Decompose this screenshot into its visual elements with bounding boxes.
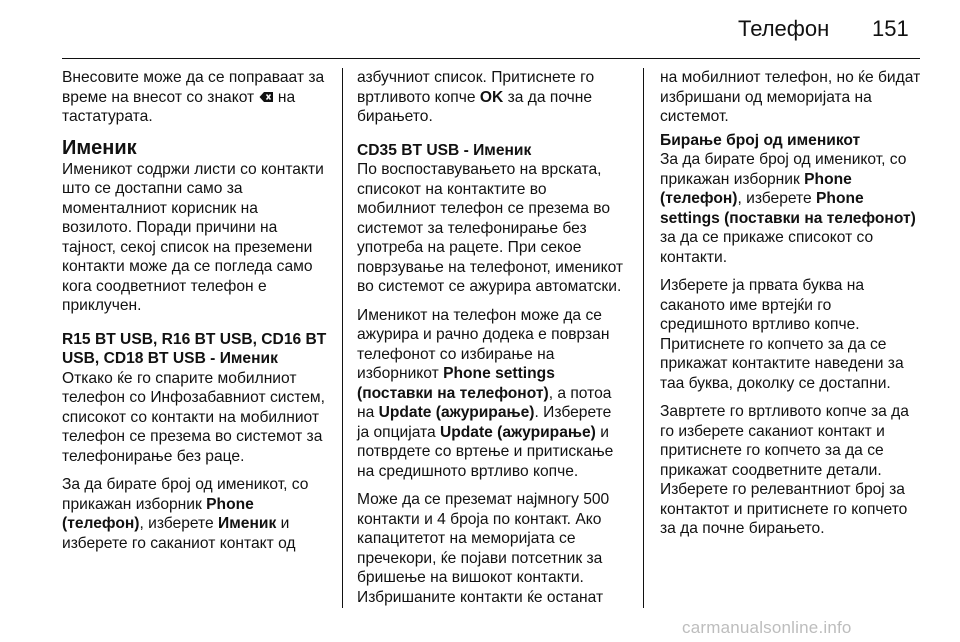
paragraph-select-letter: Изберете ја првата буква на саканото име вртејќи го средишното вртливо копче. Притиснете го копчето за да се прикажат контактите наведени за таа буква, доколку се достапни. bbox=[660, 277, 904, 392]
page-header bbox=[0, 0, 960, 62]
paragraph-manual-update: Именикот на телефон може да се ажурира и рачно додека е поврзан телефонот со избирање на изборникот Phone settings (поставки на телефонот), а потоа на Update (ажурирање). Изберете ја опцијата Update (ажурирање) и потврдете со вртење и притискање на средишното вртливо копче. bbox=[357, 306, 614, 480]
page-title: Телефон bbox=[738, 16, 830, 41]
header-divider bbox=[62, 58, 920, 59]
page-number: 151 bbox=[872, 16, 909, 41]
paragraph-alphabetical-list: азбучниот список. Притиснете го вртливото копче OK за да почне бирањето. bbox=[357, 69, 595, 125]
paragraph-imenik-intro: Именикот содржи листи со контакти што се достапни само за моменталниот корисник на возилото. Поради причини на тајност, секој список на преземени контакти може да се погледа само кога соодветниот телефон е приклучен. bbox=[62, 160, 324, 314]
column-1 bbox=[62, 68, 330, 553]
paragraph-deleted-contacts: на мобилниот телефон, но ќе бидат избришани од меморијата на системот. bbox=[660, 69, 921, 125]
watermark: carmanualsonline.info bbox=[682, 618, 852, 637]
column-2 bbox=[357, 68, 625, 607]
paragraph-capacity: Може да се преземат најмногу 500 контакти и 4 броја по контакт. Ако капацитетот на меморијата се пречекори, ќе појави потсетник за бришење на вишокот контакти. Избришаните контакти ќе останат bbox=[357, 491, 610, 606]
heading-r15-cd18: R15 BT USB, R16 BT USB, CD16 BT USB, CD18 BT USB - Именик bbox=[62, 330, 327, 367]
column-3 bbox=[660, 68, 922, 539]
column-divider-2 bbox=[643, 68, 644, 608]
heading-cd35: CD35 BT USB - Именик bbox=[357, 141, 532, 159]
column-divider-1 bbox=[342, 68, 343, 608]
paragraph-dial-from-contacts: За да бирате број од именикот, со прикажан изборник Phone (телефон), изберете Именик и изберете го саканиот контакт од bbox=[62, 476, 309, 552]
paragraph-select-contact: Завртете го вртливото копче за да го изберете саканиот контакт и притиснете го копчето за да се прикажат соодветните детали. Изберете го релевантниот број за контактот и притиснете го копчето за да почне бирањето. bbox=[660, 403, 909, 537]
paragraph-auto-update: По воспоставувањето на врската, списокот на контактите во мобилниот телефон се презема во системот за телефонирање без употреба на рацете. При секое поврзување на телефонот, именикот во системот се ажурира автоматски. bbox=[357, 161, 624, 295]
paragraph-pairing: Откако ќе го спарите мобилниот телефон со Инфозабавниот систем, списокот со контакти на мобилниот телефон се презема во системот за телефонирање без раце. bbox=[62, 369, 325, 465]
heading-dial-from-contacts: Бирање број од именикот bbox=[660, 131, 861, 149]
heading-imenik: Именик bbox=[62, 136, 137, 159]
paragraph-backspace: Внесовите може да се поправаат за време на внесот со знакот на тастатурата. bbox=[62, 69, 325, 125]
backspace-icon bbox=[259, 91, 274, 103]
paragraph-open-contacts: За да бирате број од именикот, со прикажан изборник Phone (телефон), изберете Phone settings (поставки на телефонот) за да се прикаже списокот со контакти. bbox=[660, 151, 916, 266]
